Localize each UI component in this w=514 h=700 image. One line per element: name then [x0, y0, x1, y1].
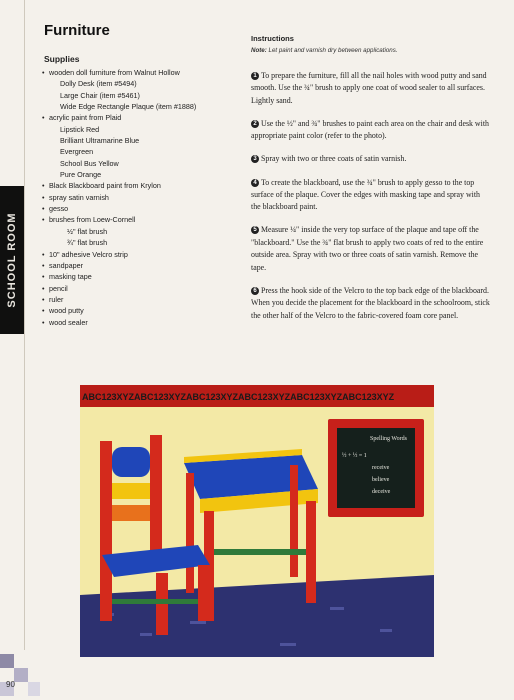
border-strip-text: ABC123XYZABC123XYZABC123XYZABC123XYZABC123XYZABC123XYZ: [82, 392, 395, 402]
supply-item: Pure Orange: [60, 170, 102, 180]
instruction-step: [251, 70, 491, 107]
supply-item: • wooden doll furniture from Walnut Hollow: [42, 67, 242, 78]
supply-item: Evergreen: [60, 147, 94, 157]
chair-stretcher: [112, 599, 198, 604]
desk-leg-back-left: [186, 473, 194, 593]
step-text: To prepare the furniture, fill all the nail holes with wood putty and sand smooth. Use the ¾" brush to apply one coat of wood sealer to all surfaces. Lightly sand.: [251, 71, 487, 105]
chair-slat-middle: [112, 483, 150, 499]
chalk-line-5: deceive: [372, 489, 391, 495]
step-number-badge: 1: [251, 72, 259, 80]
chalk-line-1: Spelling Words: [370, 436, 407, 442]
step-number-badge: 2: [251, 120, 259, 128]
supply-item: • gesso: [42, 203, 242, 214]
chalk-line-4: believe: [372, 477, 390, 483]
instruction-steps: [251, 70, 491, 333]
instruction-step: [251, 177, 491, 214]
instruction-step: [251, 224, 491, 274]
section-tab: [0, 186, 24, 334]
instruction-step: [251, 153, 491, 165]
supply-item: • wood sealer: [42, 317, 242, 328]
step-text: Measure ¼" inside the very top surface of the plaque and tape off the "blackboard." Use the ¾" flat brush to apply two coats of red to the entire outside area. Spray with two or three coats of satin varnish. Remove the tape.: [251, 225, 484, 272]
chalk-line-3: receive: [372, 465, 390, 471]
supply-item: • acrylic paint from Plaid: [42, 112, 242, 123]
supply-item: ¾" flat brush: [67, 238, 108, 248]
supplies-list: [42, 67, 242, 328]
supply-item: • wood putty: [42, 305, 242, 316]
desk-leg-back-right: [290, 465, 298, 577]
chair-slat-lower: [112, 505, 150, 521]
step-text: Use the ½" and ¾" brushes to paint each area on the chair and desk with appropriate paint color (refer to the photo).: [251, 118, 489, 141]
section-tab-label: SCHOOL ROOM: [6, 212, 18, 308]
step-text: Spray with two or three coats of satin varnish.: [261, 154, 407, 164]
chair-back-post-right: [150, 435, 162, 565]
furniture-illustration: [80, 385, 434, 657]
supply-item: School Bus Yellow: [60, 158, 119, 168]
desk-stretcher: [214, 549, 306, 555]
instructions-note: [251, 47, 398, 54]
chair-leg-front-right: [198, 565, 210, 621]
supply-item: Large Chair (item #5461): [60, 90, 140, 100]
note-label: Note:: [251, 47, 267, 54]
supply-item: Wide Edge Rectangle Plaque (item #1888): [60, 102, 197, 112]
instruction-step: [251, 285, 491, 322]
step-number-badge: 5: [251, 226, 259, 234]
supply-item: • spray satin varnish: [42, 192, 242, 203]
step-number-badge: 3: [251, 155, 259, 163]
supplies-heading: Supplies: [44, 54, 80, 64]
desk-leg-front-right: [306, 501, 316, 603]
supply-item: Dolly Desk (item #5494): [60, 79, 137, 89]
left-margin-rule: [24, 0, 25, 650]
page-number: 90: [6, 680, 15, 689]
instructions-heading: Instructions: [251, 34, 294, 43]
supply-item: Brilliant Ultramarine Blue: [60, 136, 140, 146]
chalk-line-2: ½ + ½ = 1: [342, 453, 367, 459]
supply-item: • sandpaper: [42, 260, 242, 271]
page-title: Furniture: [44, 22, 110, 39]
supply-item: • 10" adhesive Velcro strip: [42, 249, 242, 260]
furniture-photo: [80, 385, 434, 657]
supply-item: • brushes from Loew-Cornell: [42, 214, 242, 225]
supply-item: ½" flat brush: [67, 226, 108, 236]
step-number-badge: 6: [251, 287, 259, 295]
supply-item: • ruler: [42, 294, 242, 305]
instruction-step: [251, 118, 491, 143]
supply-item: • pencil: [42, 283, 242, 294]
step-number-badge: 4: [251, 179, 259, 187]
corner-decoration: [0, 654, 40, 700]
chair-slat-top: [112, 447, 150, 477]
step-text: Press the hook side of the Velcro to the top back edge of the blackboard. When you decide the placement for the blackboard in the schoolroom, stick the other half of the Velcro to the fabric-covered foam core panel.: [251, 285, 490, 320]
supply-item: Lipstick Red: [60, 124, 100, 134]
step-text: To create the blackboard, use the ¾" brush to apply gesso to the top surface of the plaque. Cover the edges with masking tape and spray with the blackboard paint.: [251, 177, 480, 212]
chair-back-post-left: [100, 441, 112, 621]
supply-item: • Black Blackboard paint from Krylon: [42, 180, 242, 191]
note-text: Let paint and varnish dry between applications.: [268, 47, 398, 54]
supply-item: • masking tape: [42, 271, 242, 282]
